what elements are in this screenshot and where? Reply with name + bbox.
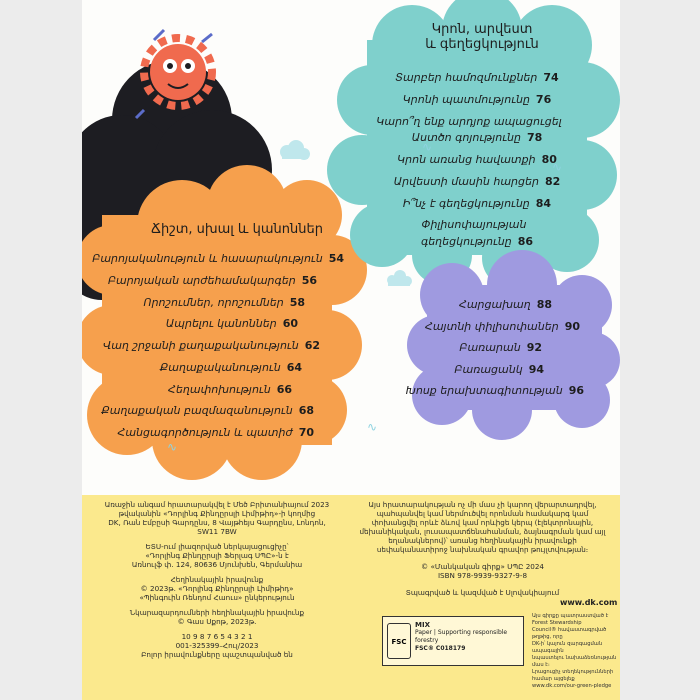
section-title-ethics: Ճիշտ, սխալ և կանոններ	[151, 222, 323, 237]
toc-entry[interactable]: Փիլիսոփայության	[421, 218, 527, 231]
toc-entry[interactable]: Հարցախաղ 88	[458, 298, 552, 311]
toc-entry[interactable]: Բարոյականություն և հասարակություն 54	[92, 252, 344, 265]
toc-entry[interactable]: Կրոնի պատմությունը 76	[402, 93, 552, 106]
toc-entry[interactable]: Ի՞նչ է գեղեցկությունը 84	[402, 197, 552, 210]
decorative-squiggle: ∿	[422, 140, 433, 154]
book-page	[82, 0, 620, 700]
toc-entry[interactable]: Վաղ շրջանի քաղաքականություն 62	[103, 339, 320, 352]
publisher-website[interactable]: www.dk.com	[560, 598, 618, 607]
toc-entry[interactable]: Հեղափոխություն 66	[168, 383, 292, 396]
toc-entry[interactable]: Հանցագործություն և պատիժ 70	[117, 426, 314, 439]
toc-entry[interactable]: Խոսք երախտագիտության 96	[405, 384, 584, 397]
toc-entry[interactable]: Արվեստի մասին հարցեր 82	[393, 175, 561, 188]
toc-entry[interactable]: Հայտնի փիլիսոփաներ 90	[424, 320, 580, 333]
fsc-certification-badge: FSC MIX Paper | Supporting responsible forestry FSC® C018179	[382, 616, 524, 666]
decorative-squiggle: ∿	[167, 440, 178, 454]
toc-entry[interactable]: Բառացանկ 94	[454, 363, 544, 376]
colophon-right: Այս հրատարակության ոչ մի մաս չի կարող վերարտադրվել, պահպանվել կամ ներմուծվել որոնման համակարգ կամ փոխանցվել որևէ ձևով կամ որևիցե կերպ (էլեկտրոնային, մեխանիկական, լուսապատճենահանման, ձայնագրման կամ այլ եղանակներով)՝ առանց հեղինակային իրավունքի սեփականատիրոջ նախնական գրավոր թույլտվության։ © «Մանկական գիրք» ՍՊԸ 2024 ISBN 978-9939-9327-9-8 Տպագրված և կազմված է Սլովակիայում	[359, 500, 606, 597]
toc-entry[interactable]: Քաղաքական բազմազանություն 68	[101, 404, 314, 417]
toc-entry[interactable]: Որոշումներ, որոշումներ 58	[143, 296, 305, 309]
colophon-left: Առաջին անգամ հրատարակվել է Մեծ Բրիտանիայում 2023 թվականին «Դորլինգ Քինդըրսլի Լիմիթիդ»-ի կողմից DK, Ռան Էմբըսի Գարդընս, 8 Վայթհեյս Գարդընս, Լոնդոն, SW11 7BW ԵՏՍ-ում լիազորված ներկայացուցիչը՝ «Դորլինգ Քինդըրսլի Ֆերլագ ՍՊԸ»-ն է Առնուլֆ փ. 124, 80636 Մյունխեն, Գերմանիա Հեղինակային իրավունք © 2023թ. «Դորլինգ Քինդըրսլի Լիմիթիդ» «Պինգուին Ռենդոմ Հաուս» ընկերություն Նկարազարդումների հեղինակային իրավունք © Գաս Սքոթ, 2023թ. 10 9 8 7 6 5 4 3 2 1 001-325399–Հուլ/2023 Բոլոր իրավունքները պաշտպանված են	[104, 500, 330, 659]
toc-entry[interactable]: Աստծո գոյությունը 78	[411, 131, 543, 144]
toc-entry[interactable]: Ապրելու կանոններ 60	[165, 317, 298, 330]
toc-entry[interactable]: Քաղաքականություն 64	[159, 361, 302, 374]
decorative-squiggle: ∿	[367, 420, 378, 434]
section-title-religion: Կրոն, արվեստ և գեղեցկություն	[425, 22, 539, 52]
small-cloud-icon	[387, 270, 412, 286]
toc-entry[interactable]: գեղեցկությունը 86	[420, 235, 534, 248]
toc-entry[interactable]: Բարոյական արժեհամակարգեր 56	[107, 274, 317, 287]
fsc-logo-icon: FSC	[387, 623, 411, 659]
fsc-statement: Այս գիրքը պատրաստված է Forest Stewardship Council® հավաստագրված թղթից, որը DK-ի՝ կայուն զարգացման ապագային նպաստելու նախաձեռնության մաս է։ Լրացուցիչ տեղեկությունների համար այցելեք www.dk.com/our-green-pledge	[532, 613, 617, 689]
toc-entry[interactable]: Կարո՞ղ ենք արդյոք ապացուցել	[376, 115, 562, 128]
toc-entry[interactable]: Կրոն առանց հավատքի 80	[397, 153, 557, 166]
toc-entry[interactable]: Բառարան 92	[459, 341, 542, 354]
toc-entry[interactable]: Տարբեր համոզմունքներ 74	[395, 71, 559, 84]
small-cloud-icon	[280, 140, 310, 160]
decorative-squiggle: ∿	[552, 160, 563, 174]
